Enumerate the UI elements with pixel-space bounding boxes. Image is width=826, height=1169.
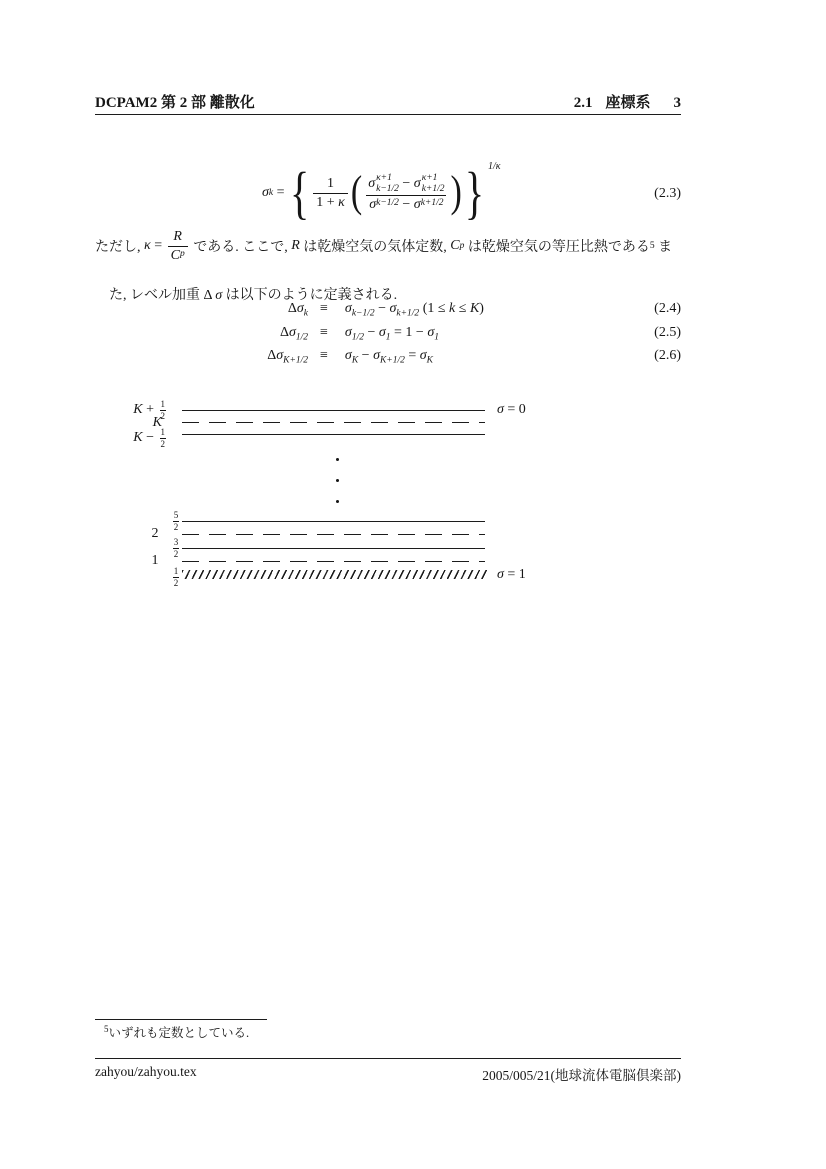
level-line-2 [182,534,485,535]
equation-2-5 [95,321,681,345]
eq25-rhs: $\sigma_{1/2} - \sigma_1 = 1 - \sigma_1$ [344,324,439,342]
ellipsis-dot [336,479,339,482]
eq24-number: (2.4) [654,301,681,316]
eq23-outer-denominator: 1 + κ [313,193,348,212]
eq23-inner-fraction [365,173,447,213]
ellipsis-dot [336,500,339,503]
eq26-rhs: $\sigma_K - \sigma_{K+1/2} = \sigma_K$ [344,348,434,366]
eq23-close-brace: } [464,159,485,225]
footer-rule [95,1058,681,1059]
label-sigma-equals-0: σ = 0 [497,402,526,417]
eq23-inner-numerator: σ κ+1 k−1/2 − σ κ+1 k+1/2 [368,172,445,194]
header-rule [95,114,681,115]
label-1: 1 [151,553,159,568]
level-line-K-plus-half [182,410,485,411]
eq24-equiv: ≡ [320,301,328,316]
eq23-supsub-1: κ+1 k−1/2 [376,172,399,194]
level-line-K-minus-half [182,434,485,435]
equation-2-6 [95,344,681,368]
eq25-equiv: ≡ [320,324,328,340]
header-page-number: 3 [673,95,681,111]
eq23-number: (2.3) [654,186,681,201]
surface-hatching [182,570,488,579]
eq23-equals: = [273,185,289,200]
label-sigma-equals-1: σ = 1 [497,567,526,582]
label-5-halves: 5 2 [173,510,179,532]
header-section-title: 座標系 [605,95,651,111]
footnote-rule [95,1019,267,1020]
label-K-plus-half: K + $\frac{1}{2}$ [133,399,165,421]
label-K: K [152,415,162,430]
eq23-open-brace: { [290,159,310,225]
eq23-inner-denominator: σ k−1/2 − σ k+1/2 [366,195,446,214]
label-half: 1 2 [173,566,179,588]
header-section-number: 2.1 [573,95,593,111]
equation-2-4 [95,297,681,321]
eq24-lhs: $\Delta\sigma_k$ [287,301,308,319]
level-line-3-halves [182,548,485,549]
eq23-open-paren: ( [350,168,363,217]
eq25-lhs: $\Delta\sigma_{1/2}$ [279,324,308,342]
footnote [95,1023,249,1041]
eq24-rhs: $\sigma_{k-1/2} - \sigma_{k+1/2}$ (1 ≤ k ≤ K) [344,301,484,319]
eq23-sigma-sub: k [268,188,274,198]
footnote-body: いずれも定数としている. [108,1026,250,1040]
eq26-number: (2.6) [654,348,681,363]
ellipsis-dot [336,458,339,461]
eq23-close-paren: ) [450,168,462,217]
footnote-reference: 5 [649,241,655,251]
eq23-sigma: σ [262,185,269,200]
page-footer [95,1064,681,1084]
header-section [574,91,681,112]
paragraph-line-1: ただし, κ = R C p である. ここで, R は乾燥空気の気体定数, C p は乾燥空気の等圧比熱である 5 ま [95,229,673,263]
label-2: 2 [151,526,159,541]
eq25-number: (2.5) [654,324,681,340]
equation-group [95,297,681,368]
eq23-outer-fraction [313,175,348,211]
level-line-5-halves [182,521,485,522]
equation-2-3 [262,160,501,226]
eq26-equiv: ≡ [320,348,328,363]
eq26-lhs: $\Delta\sigma_{K+1/2}$ [267,348,308,366]
footer-filename: zahyou/zahyou.tex [95,1064,197,1079]
label-K-minus-half: K − $\frac{1}{2}$ [133,427,165,449]
eq23-supsub-2: κ+1 k+1/2 [421,172,445,194]
level-line-1 [182,561,485,562]
kappa-fraction: R C p [168,228,188,264]
eq23-outer-numerator: 1 [327,176,335,191]
paragraph-line-2: た, レベル加重 Δ σ は以下のように定義される. [109,288,398,303]
page-header [95,91,681,112]
label-3-halves: 3 2 [173,537,179,559]
level-line-K [182,422,485,423]
footer-date-credit: 2005/005/21(地球流体電脳倶楽部) [482,1068,681,1083]
eq23-exponent: 1/κ [488,161,501,172]
header-title: DCPAM2 第 2 部 離散化 [95,95,255,111]
footnote-marker: 5 [104,1024,109,1034]
